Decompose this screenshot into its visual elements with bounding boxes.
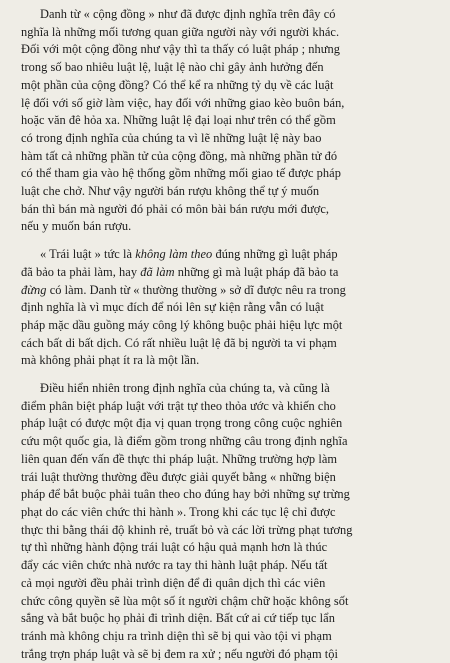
- text-line: [21, 299, 436, 317]
- text-line: [21, 264, 436, 282]
- text-line: [21, 557, 436, 575]
- text-line: [21, 335, 436, 353]
- text-line: [21, 646, 436, 663]
- text-line: [21, 433, 436, 451]
- text-run: bán thì bán mà người đó phải có môn bài bán rượu mới được,: [21, 201, 330, 216]
- text-run: thực thi bằng thái độ khinh rẻ, truất bỏ và các lời trừng phạt tương: [21, 522, 353, 537]
- text-line: [21, 415, 436, 433]
- text-run: pháp để bắt buộc phải tuân theo cho đúng hay bởi những sự trừng: [21, 487, 350, 502]
- text-line: [21, 246, 436, 264]
- paragraph: [21, 246, 436, 370]
- text-line: [21, 41, 436, 59]
- text-line: [21, 504, 436, 522]
- text-run: pháp luật có được một địa vị quan trọng trong công cuộc nghiên: [21, 416, 343, 431]
- text-line: [21, 201, 436, 219]
- text-run: nếu y muốn bán rượu.: [21, 219, 132, 234]
- text-run: pháp mặc dầu guồng máy công lý không buộc phải hiệu lực một: [21, 317, 343, 332]
- text-line: [21, 451, 436, 469]
- text-run: cả mọi người đều phải trình diện để đi quân dịch thì các viên: [21, 575, 326, 590]
- text-line: [21, 130, 436, 148]
- text-run: có làm. Danh từ « thường thường » sở dĩ được nêu ra trong: [46, 282, 346, 297]
- text-run: mà không phải phạt ít ra là một lần.: [21, 353, 200, 368]
- emphasis-text: đã làm: [140, 264, 175, 279]
- text-run: tránh mà không chịu ra trình diện thì sẽ bị qui vào tội vi phạm: [21, 628, 332, 643]
- text-line: [21, 628, 436, 646]
- text-line: [21, 183, 436, 201]
- text-run: hoặc văn đê hỏa xa. Những luật lệ đại loại như trên có thể gồm: [21, 113, 336, 128]
- text-run: một phần của cộng đồng? Có thể kể ra những tỷ dụ về các luật: [21, 77, 334, 92]
- text-run: cứu một quốc gia, là điểm gồm trong những câu trong định nghĩa: [21, 434, 348, 449]
- text-run: luật che chở. Như vậy người bán rượu không thể tự ý muốn: [21, 184, 320, 199]
- text-run: Đối với một cộng đồng như vậy thì ta thấy có luật pháp ; nhưng: [21, 42, 341, 57]
- text-line: [21, 218, 436, 236]
- text-run: nghĩa là những mối tương quan giữa người này với người khác.: [21, 24, 340, 39]
- text-line: [21, 112, 436, 130]
- text-line: [21, 24, 436, 42]
- text-line: [21, 575, 436, 593]
- text-line: [21, 352, 436, 370]
- text-line: [21, 486, 436, 504]
- text-run: « Trái luật » tức là: [40, 247, 136, 262]
- paragraph: [21, 6, 436, 236]
- text-run: có thể tham gia vào hệ thống gồm những mối giao tế được pháp: [21, 166, 341, 181]
- text-run: Danh từ « cộng đồng » như đã được định nghĩa trên đây có: [40, 7, 336, 21]
- text-run: điểm phân biệt pháp luật với trật tự theo thỏa ước và khiến cho: [21, 398, 336, 413]
- text-run: hàm tất cả những phần tử của cộng đồng, mà những phần tử đó: [21, 148, 338, 163]
- text-line: [21, 539, 436, 557]
- text-line: [21, 165, 436, 183]
- text-line: [21, 59, 436, 77]
- text-line: [21, 380, 436, 398]
- text-line: [21, 148, 436, 166]
- text-line: [21, 317, 436, 335]
- text-run: đẩy các viên chức nhà nước ra tay thi hành luật pháp. Nếu tất: [21, 558, 328, 573]
- text-run: trắng trợn pháp luật và sẽ bị đem ra xử ; nếu người đó phạm tội: [21, 646, 339, 661]
- text-line: [21, 469, 436, 487]
- emphasis-text: không làm theo: [135, 247, 213, 262]
- paragraph: [21, 380, 436, 663]
- document-page: [0, 6, 450, 663]
- text-run: cách bất di bất dịch. Có rất nhiều luật lệ đã bị người ta vi phạm: [21, 335, 337, 350]
- text-line: [21, 6, 436, 24]
- text-line: [21, 77, 436, 95]
- text-run: đã bảo ta phải làm, hay: [21, 264, 141, 279]
- text-line: [21, 282, 436, 300]
- text-run: những gì mà luật pháp đã bảo ta: [174, 264, 339, 279]
- text-line: [21, 522, 436, 540]
- text-line: [21, 398, 436, 416]
- text-run: chức công quyền sẽ lùa một số ít người chậm chữ hoặc không sốt: [21, 593, 349, 608]
- emphasis-text: đừng: [21, 282, 47, 297]
- text-run: trong số bao nhiêu luật lệ, luật lệ nào chỉ gây ảnh hưởng đến: [21, 60, 324, 75]
- text-run: Điều hiển nhiên trong định nghĩa của chúng ta, và cũng là: [40, 381, 330, 396]
- text-line: [21, 593, 436, 611]
- text-run: đúng những gì luật pháp: [212, 247, 338, 262]
- text-run: liên quan đến vấn đề thực thi pháp luật. Những trường hợp làm: [21, 451, 338, 466]
- text-run: lệ đối với số giờ làm việc, hay đối với những giao kèo buôn bán,: [21, 95, 345, 110]
- text-run: phạt do các viên chức thi hành ». Trong khi các tục lệ chỉ được: [21, 504, 336, 519]
- text-run: có trong định nghĩa của chúng ta vì lẽ những luật lệ này bao: [21, 130, 322, 145]
- text-run: sắng và bắt buộc họ phải đi trình diện. Bất cứ ai cứ tiếp tục lẩn: [21, 611, 335, 626]
- text-line: [21, 610, 436, 628]
- text-line: [21, 95, 436, 113]
- text-run: trái luật thường thường đều được giải quyết bằng « những biện: [21, 469, 336, 484]
- text-run: tự thì những hành động trái luật có hậu quả mạnh hơn là thúc: [21, 540, 328, 555]
- text-run: định nghĩa là vì mục đích để nói lên sự kiện rằng vẫn có luật: [21, 300, 324, 315]
